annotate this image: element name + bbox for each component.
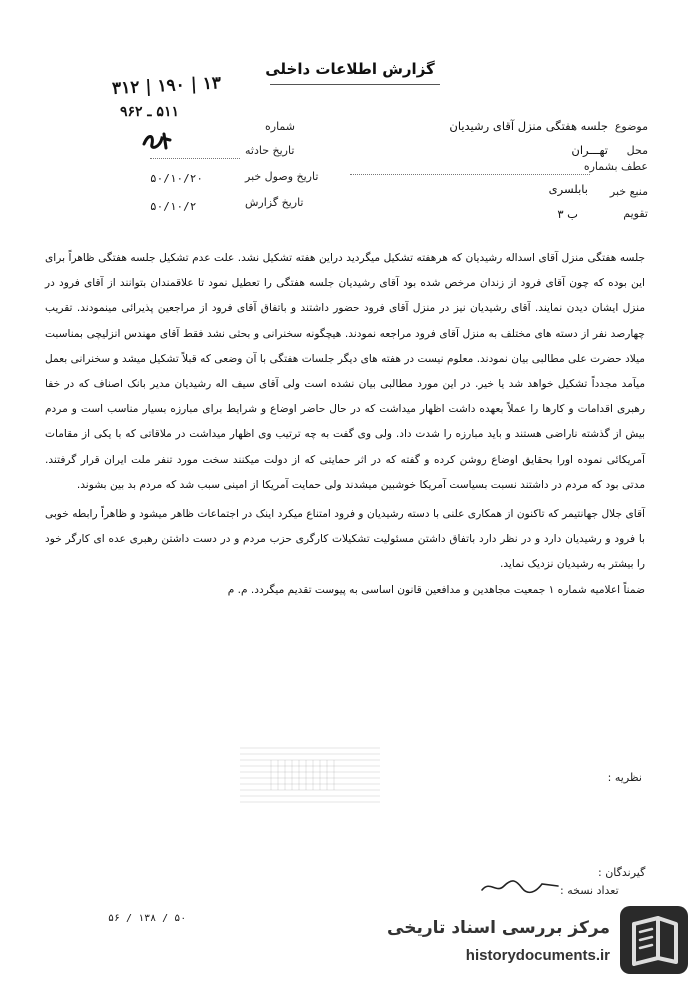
- source-label: منبع خبر: [609, 185, 648, 198]
- place-label: محل: [626, 144, 648, 157]
- evaluation-label: تقویم: [623, 207, 648, 220]
- archive-logo-icon: [618, 904, 690, 976]
- incident-date-label: تاریخ حادثه: [245, 144, 295, 157]
- evaluation-value: ب ۳: [557, 207, 578, 221]
- number-value: ۵۱۱ ـ ۹۶۲: [120, 104, 179, 120]
- body-paragraph: آقای جلال جهانتیمر که تاکنون از همکاری علنی با دسته رشیدیان و فرود امتناع میکرد اینک در اجتماعات ظاهر میشود و ظاهراً رابطه خوبی با فرود و رشیدیان دارد و در نظر دارد باتفاق داشتن مسئولیت تشکیلات کارگری حزب مردم و در دست داشتن رهبری عده ای کارگر خود را بیشتر به رشیدیان نزدیک نماید.: [45, 508, 645, 571]
- receive-date-value: ۵۰/۱۰/۲۰: [150, 172, 203, 185]
- org-url: historydocuments.ir: [465, 947, 610, 964]
- opinion-label: نظریه :: [607, 771, 642, 784]
- reference-label: عطف بشماره: [583, 160, 648, 173]
- handwritten-archive-number: ۳۱۲ | ۱۹۰ | ۱۳: [111, 73, 222, 99]
- title-underline: [270, 84, 440, 85]
- document-title: گزارش اطلاعات داخلی: [265, 60, 435, 78]
- incident-date-dots: [150, 158, 240, 159]
- subject-label: موضوع: [614, 120, 648, 133]
- faded-stamp-area: [270, 760, 340, 790]
- receivers-label: گیرندگان :: [598, 866, 646, 879]
- subject-value: جلسه هفتگی منزل آقای رشیدیان: [449, 119, 608, 133]
- copies-label: تعداد نسخه :: [560, 884, 619, 897]
- report-date-value: ۵۰/۱۰/۲: [150, 200, 197, 213]
- handwritten-scribble-icon: [140, 128, 174, 154]
- org-name: مرکز بررسی اسناد تاریخی: [387, 918, 610, 938]
- bottom-code: ۵۶ / ۱۳۸ / ۵۰: [108, 913, 187, 924]
- report-body: [45, 246, 645, 603]
- source-value: بابلسری: [548, 182, 588, 196]
- reference-dots: [350, 174, 590, 175]
- place-value: تهـــران: [571, 143, 608, 157]
- body-paragraph: جلسه هفتگی منزل آقای اسداله رشیدیان که هرهفته تشکیل میگردید دراین هفته تشکیل نشد. علت عدم تشکیل جلسه هفتگی ظاهراً برای این بوده که چون آقای فرود از زندان مرخص شده بود آقای رشیدیان جلسه هفتگی را تعطیل نمود تا علاقمندان بتوانند از آقای فرود در منزل ایشان دیدن نمایند. آقای رشیدیان نیز در منزل آقای فرود حضور داشتند و باتفاق آقای فرود از مراجعین پذیرائی مینمودند. تقریب چهارصد نفر از دسته های مختلف به منزل آقای فرود مراجعه نمودند. هیچگونه سخنرانی و بحثی نشد فقط آقای مهندس انزلیچی بمناسبت میلاد حضرت علی مطالبی بیان نمودند. معلوم نیست در هفته های دیگر جلسات هفتگی با آن وضعی که قبلاً تشکیل میشد و سخنرانی بعمل میآمد مجدداً تشکیل خواهد شد یا خیر. در این مورد مطالبی بیان نشده است ولی آقای سیف اله رشیدیان مدیر بانک اصناف که در خفا رهبری اقدامات و کارها را عملاً بعهده داشت اظهار میداشت که در حال حاضر اوضاع و شرایط برای مبارزه بسیار مناسب است و مردم بیش از گذشته ناراضی هستند و باید مبارزه را شدت داد. ولی وی گفت به چه ترتیب وی اظهار میداشت در ملاقاتی که با یکی از مقامات آمریکائی نموده اورا بحقایق اوضاع روشن کرده و گفته که در اثر حمایتی که از دولت میکنند سخت مورد تنفر ملت ایران قرار گرفتند. مدتی بود که مردم در داشتند نسبت بسیاست آمریکا خوشبین میشدند ولی حمایت آمریکا از امینی سبب شد که مردم بد بین بشوند.: [45, 252, 645, 491]
- handwritten-signature-icon: [480, 876, 560, 896]
- report-date-label: تاریخ گزارش: [245, 196, 304, 209]
- receive-date-label: تاریخ وصول خبر: [245, 170, 319, 183]
- number-label: شماره: [265, 120, 296, 133]
- body-paragraph: ضمناً اعلامیه شماره ۱ جمعیت مجاهدین و مدافعین قانون اساسی به پیوست تقدیم میگردد. م. م: [227, 583, 645, 596]
